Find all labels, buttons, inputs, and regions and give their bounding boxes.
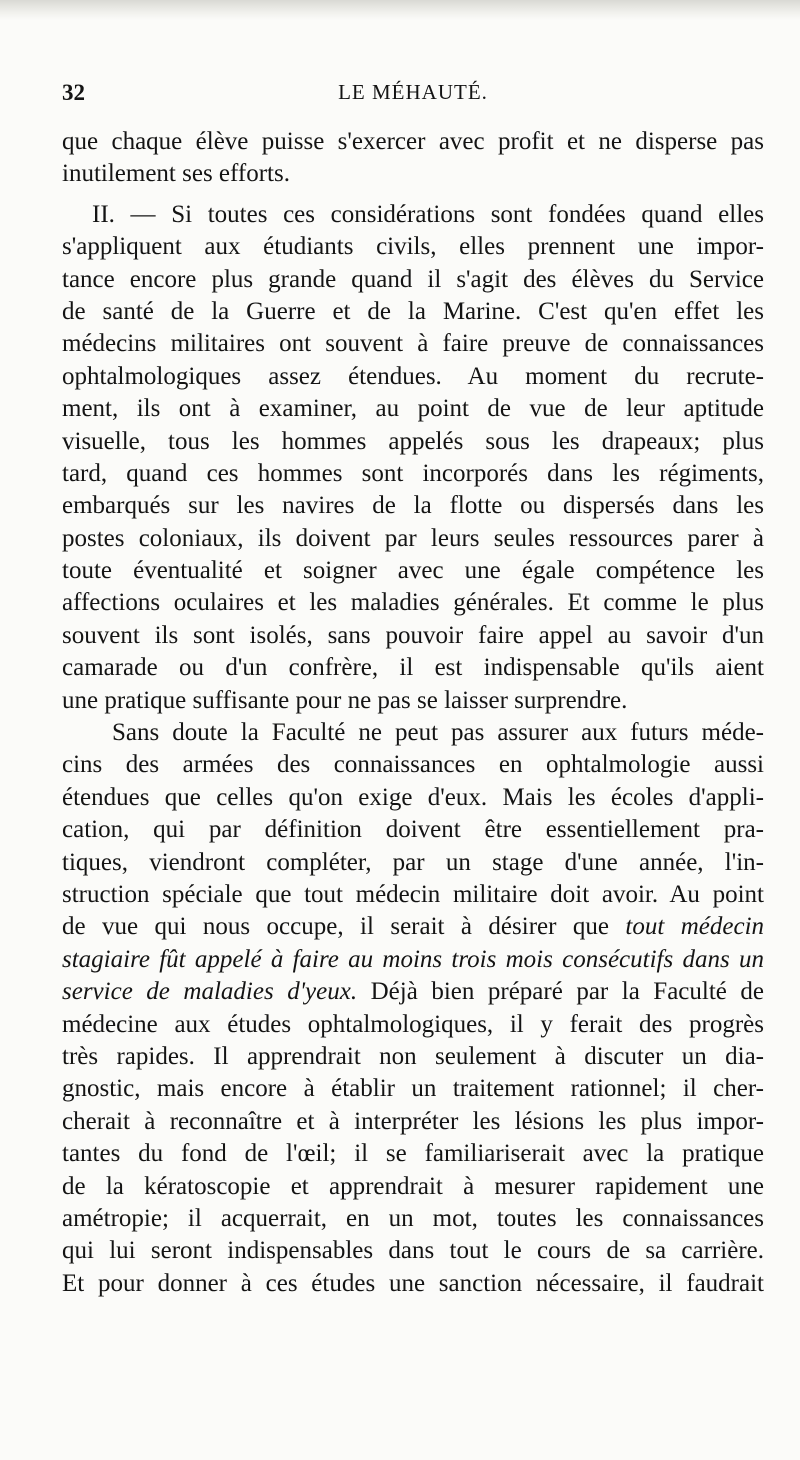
text-line: qui lui seront indispensables dans tout le cours de sa carrière. [62, 1237, 764, 1265]
text-line-italic: stagiaire fût appelé à faire au moins trois mois consécutifs dans un [62, 945, 764, 973]
text-line: Sans doute la Faculté ne peut pas assurer aux futurs méde- [112, 719, 764, 747]
text-line: tard, quand ces hommes sont incorporés dans les régiments, [62, 459, 764, 487]
text-line: ment, ils ont à examiner, au point de vue de leur aptitude [62, 395, 764, 423]
text-line: struction spéciale que tout médecin militaire doit avoir. Au point [62, 880, 764, 908]
text-line [62, 976, 764, 1008]
text-line: médecine aux études ophtalmologiques, il y ferait des progrès [62, 1010, 764, 1038]
text-line: tance encore plus grande quand il s'agit des élèves du Service [62, 265, 764, 293]
text-line: très rapides. Il apprendrait non seulement à discuter un dia- [62, 1042, 764, 1070]
text-line: inutilement ses efforts. [62, 160, 290, 188]
italic-segment: tout médecin [625, 913, 764, 941]
text-segment: de vue qui nous occupe, il serait à désirer que [62, 913, 609, 941]
italic-segment: service de maladies d'yeux. [62, 978, 358, 1006]
text-line: de la kératoscopie et apprendrait à mesurer rapidement une [62, 1172, 764, 1200]
text-line: étendues que celles qu'on exige d'eux. Mais les écoles d'appli- [62, 783, 764, 811]
text-line: visuelle, tous les hommes appelés sous les drapeaux; plus [62, 427, 764, 455]
body-text [62, 126, 764, 1300]
page-header [62, 80, 764, 114]
text-line: tiques, viendront compléter, par un stage d'une année, l'in- [62, 848, 764, 876]
text-line: cherait à reconnaître et à interpréter les lésions les plus impor- [62, 1107, 764, 1135]
text-line: cation, qui par définition doivent être essentiellement pra- [62, 816, 764, 844]
text-line: ophtalmologiques assez étendues. Au moment du recrute- [62, 362, 764, 390]
text-segment: Déjà bien préparé par la Faculté de [370, 978, 764, 1006]
text-line: de santé de la Guerre et de la Marine. C'est qu'en effet les [62, 297, 764, 325]
text-line: cins des armées des connaissances en ophtalmologie aussi [62, 751, 764, 779]
text-line: une pratique suffisante pour ne pas se laisser surprendre. [62, 686, 628, 714]
scan-edge [0, 0, 800, 20]
section-heading-line: II. — Si toutes ces considérations sont fondées quand elles [92, 200, 764, 228]
text-line [62, 911, 764, 943]
text-line: tantes du fond de l'œil; il se familiariserait avec la pratique [62, 1140, 764, 1168]
text-line: camarade ou d'un confrère, il est indispensable qu'ils aient [62, 654, 764, 682]
text-line: s'appliquent aux étudiants civils, elles prennent une impor- [62, 233, 764, 261]
text-line: amétropie; il acquerrait, en un mot, toutes les connaissances [62, 1204, 764, 1232]
text-line: gnostic, mais encore à établir un traitement rationnel; il cher- [62, 1075, 764, 1103]
running-title: LE MÉHAUTÉ. [338, 80, 488, 104]
text-line: affections oculaires et les maladies générales. Et comme le plus [62, 589, 764, 617]
text-line: embarqués sur les navires de la flotte ou dispersés dans les [62, 492, 764, 520]
text-line: postes coloniaux, ils doivent par leurs seules ressources parer à [62, 524, 764, 552]
text-line: toute éventualité et soigner avec une égale compétence les [62, 557, 764, 585]
text-line: souvent ils sont isolés, sans pouvoir faire appel au savoir d'un [62, 621, 764, 649]
text-line: Et pour donner à ces études une sanction nécessaire, il faudrait [62, 1269, 764, 1297]
page-number: 32 [62, 80, 85, 105]
text-line: médecins militaires ont souvent à faire preuve de connaissances [62, 330, 764, 358]
text-line: que chaque élève puisse s'exercer avec profit et ne disperse pas [62, 128, 764, 155]
